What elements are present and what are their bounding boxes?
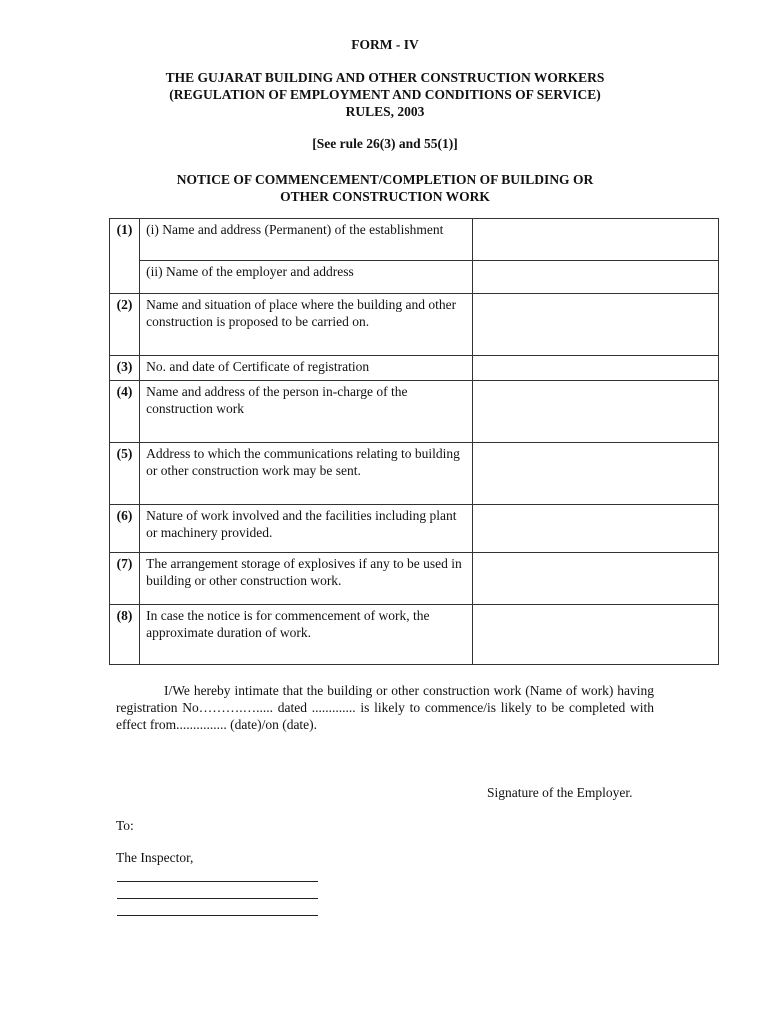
declaration-paragraph <box>116 682 654 733</box>
notice-title <box>0 171 770 205</box>
act-title-line-3: RULES, 2003 <box>345 104 425 119</box>
form-row-3 <box>110 356 719 381</box>
answer-cell-establishment[interactable] <box>473 219 719 261</box>
form-number: FORM - IV <box>351 37 419 52</box>
row-number-continuation <box>110 261 140 294</box>
address-line-3[interactable] <box>117 915 318 916</box>
form-row-7 <box>110 553 719 605</box>
field-label-registration: No. and date of Certificate of registration <box>140 356 473 381</box>
form-row-6 <box>110 505 719 553</box>
answer-cell-communication-address[interactable] <box>473 443 719 505</box>
notice-title-line-1: NOTICE OF COMMENCEMENT/COMPLETION OF BUILDING OR <box>176 172 594 187</box>
form-row-4 <box>110 381 719 443</box>
row-number: (2) <box>110 294 140 356</box>
field-label-person-in-charge: Name and address of the person in-charge of the construction work <box>140 381 473 443</box>
row-number: (5) <box>110 443 140 505</box>
field-label-establishment: (i) Name and address (Permanent) of the establishment <box>140 219 473 261</box>
form-row-1b <box>110 261 719 294</box>
field-label-duration: In case the notice is for commencement of work, the approximate duration of work. <box>140 605 473 665</box>
to-label: To: <box>116 818 134 833</box>
notice-form-table <box>109 218 719 665</box>
form-row-2 <box>110 294 719 356</box>
address-line-1[interactable] <box>117 881 318 882</box>
act-title-line-2: (REGULATION OF EMPLOYMENT AND CONDITIONS OF SERVICE) <box>169 87 601 102</box>
answer-cell-explosives[interactable] <box>473 553 719 605</box>
employer-signature-label: Signature of the Employer. <box>487 785 633 800</box>
answer-cell-nature-of-work[interactable] <box>473 505 719 553</box>
row-number: (3) <box>110 356 140 381</box>
answer-cell-employer[interactable] <box>473 261 719 294</box>
answer-cell-registration[interactable] <box>473 356 719 381</box>
field-label-nature-of-work: Nature of work involved and the facilities including plant or machinery provided. <box>140 505 473 553</box>
row-number: (6) <box>110 505 140 553</box>
address-line-2[interactable] <box>117 898 318 899</box>
answer-cell-person-in-charge[interactable] <box>473 381 719 443</box>
answer-cell-duration[interactable] <box>473 605 719 665</box>
field-label-explosives: The arrangement storage of explosives if any to be used in building or other construction work. <box>140 553 473 605</box>
row-number: (8) <box>110 605 140 665</box>
field-label-communication-address: Address to which the communications relating to building or other construction work may be sent. <box>140 443 473 505</box>
field-label-place: Name and situation of place where the building and other construction is proposed to be carried on. <box>140 294 473 356</box>
form-row-8 <box>110 605 719 665</box>
declaration-text: I/We hereby intimate that the building or other construction work (Name of work) having registration No……….…..... dated ............. is likely to commence/is likely to be completed with effect from............... (date)/on (date). <box>116 683 654 732</box>
field-label-employer: (ii) Name of the employer and address <box>140 261 473 294</box>
rule-reference: [See rule 26(3) and 55(1)] <box>312 136 458 151</box>
answer-cell-place[interactable] <box>473 294 719 356</box>
act-title <box>0 69 770 120</box>
row-number: (7) <box>110 553 140 605</box>
act-title-line-1: THE GUJARAT BUILDING AND OTHER CONSTRUCTION WORKERS <box>165 70 605 85</box>
inspector-label: The Inspector, <box>116 850 194 865</box>
row-number: (1) <box>110 219 140 261</box>
row-number: (4) <box>110 381 140 443</box>
form-row-5 <box>110 443 719 505</box>
notice-title-line-2: OTHER CONSTRUCTION WORK <box>280 189 490 204</box>
form-row-1a <box>110 219 719 261</box>
